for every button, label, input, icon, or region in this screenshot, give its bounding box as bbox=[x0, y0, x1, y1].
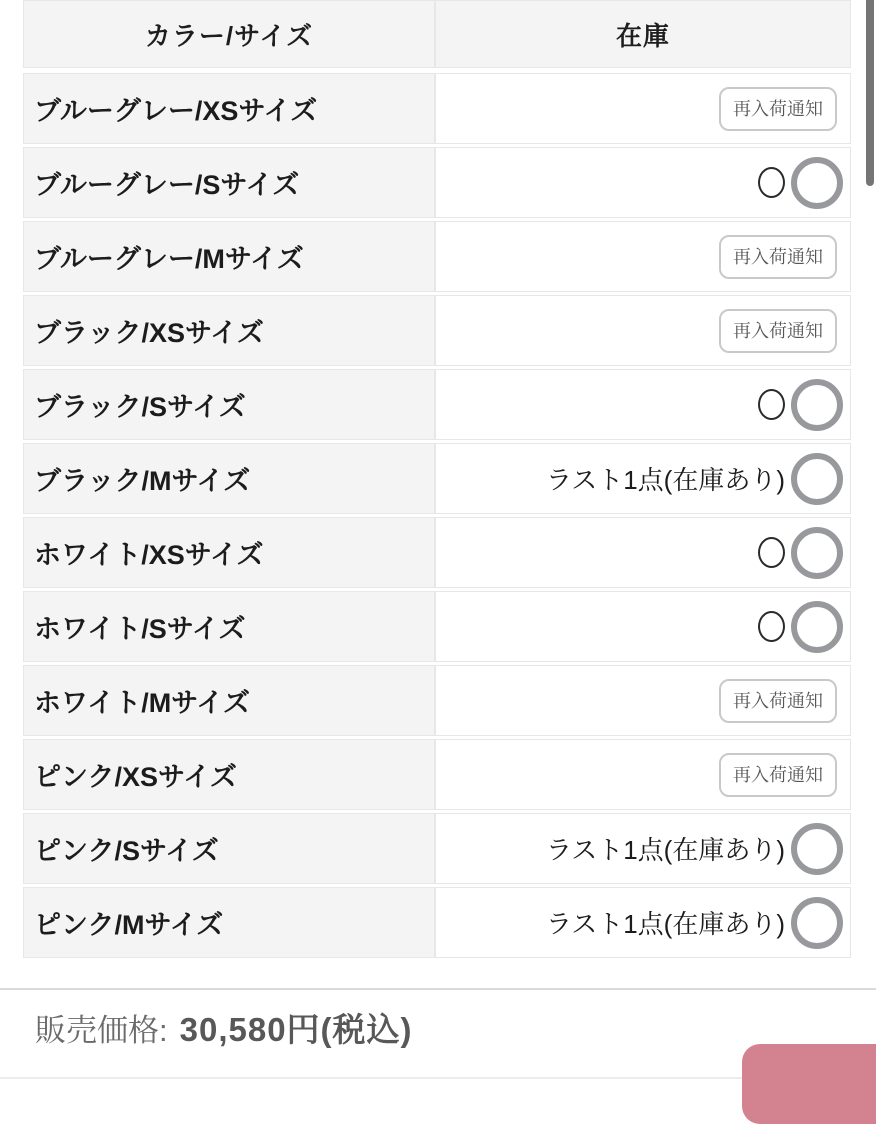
table-row bbox=[23, 887, 851, 958]
variant-select-radio[interactable] bbox=[791, 453, 843, 505]
stock-cell bbox=[435, 221, 851, 292]
variant-label: ブラック/XSサイズ bbox=[23, 295, 435, 366]
column-header-stock: 在庫 bbox=[435, 0, 851, 68]
table-row bbox=[23, 369, 851, 440]
variant-label: ブルーグレー/Mサイズ bbox=[23, 221, 435, 292]
scrollbar-thumb[interactable] bbox=[866, 0, 874, 186]
variant-label: ピンク/XSサイズ bbox=[23, 739, 435, 810]
restock-notify-button[interactable]: 再入荷通知 bbox=[719, 87, 837, 131]
variant-label: ホワイト/Mサイズ bbox=[23, 665, 435, 736]
variant-label: ピンク/Sサイズ bbox=[23, 813, 435, 884]
stock-cell bbox=[435, 887, 851, 958]
restock-notify-button[interactable]: 再入荷通知 bbox=[719, 235, 837, 279]
stock-cell bbox=[435, 73, 851, 144]
table-row bbox=[23, 517, 851, 588]
stock-status-text: ラスト1点(在庫あり) bbox=[546, 835, 785, 865]
variant-select-radio[interactable] bbox=[791, 379, 843, 431]
stock-cell bbox=[435, 147, 851, 218]
stock-cell bbox=[435, 443, 851, 514]
table-row bbox=[23, 591, 851, 662]
restock-notify-button[interactable]: 再入荷通知 bbox=[719, 679, 837, 723]
variant-label: ホワイト/Sサイズ bbox=[23, 591, 435, 662]
price-value: 30,580円(税込) bbox=[179, 1011, 413, 1048]
variant-label: ブルーグレー/XSサイズ bbox=[23, 73, 435, 144]
variant-label: ブルーグレー/Sサイズ bbox=[23, 147, 435, 218]
column-header-color-size: カラー/サイズ bbox=[23, 0, 435, 68]
variant-select-radio[interactable] bbox=[791, 527, 843, 579]
table-row bbox=[23, 665, 851, 736]
in-stock-circle-icon bbox=[758, 389, 785, 420]
variant-select-radio[interactable] bbox=[791, 823, 843, 875]
variant-label: ピンク/Mサイズ bbox=[23, 887, 435, 958]
stock-status-text: ラスト1点(在庫あり) bbox=[546, 909, 785, 939]
table-row bbox=[23, 295, 851, 366]
stock-cell bbox=[435, 813, 851, 884]
price-label: 販売価格: bbox=[35, 1013, 168, 1048]
stock-cell bbox=[435, 369, 851, 440]
table-row bbox=[23, 73, 851, 144]
table-row bbox=[23, 443, 851, 514]
table-row bbox=[23, 147, 851, 218]
cta-button-partial[interactable] bbox=[742, 1044, 876, 1124]
variant-select-radio[interactable] bbox=[791, 897, 843, 949]
in-stock-circle-icon bbox=[758, 537, 785, 568]
restock-notify-button[interactable]: 再入荷通知 bbox=[719, 753, 837, 797]
variant-table bbox=[23, 0, 851, 961]
table-row bbox=[23, 221, 851, 292]
table-row bbox=[23, 739, 851, 810]
in-stock-circle-icon bbox=[758, 167, 785, 198]
variant-label: ブラック/Mサイズ bbox=[23, 443, 435, 514]
variant-select-radio[interactable] bbox=[791, 601, 843, 653]
stock-cell bbox=[435, 295, 851, 366]
stock-cell bbox=[435, 665, 851, 736]
restock-notify-button[interactable]: 再入荷通知 bbox=[719, 309, 837, 353]
in-stock-circle-icon bbox=[758, 611, 785, 642]
variant-label: ホワイト/XSサイズ bbox=[23, 517, 435, 588]
table-row bbox=[23, 813, 851, 884]
stock-cell bbox=[435, 517, 851, 588]
table-body bbox=[23, 73, 851, 958]
table-header-row bbox=[23, 0, 851, 68]
section-divider bbox=[0, 988, 876, 990]
stock-cell bbox=[435, 739, 851, 810]
price-bar bbox=[35, 1004, 413, 1051]
variant-select-radio[interactable] bbox=[791, 157, 843, 209]
variant-label: ブラック/Sサイズ bbox=[23, 369, 435, 440]
stock-cell bbox=[435, 591, 851, 662]
stock-status-text: ラスト1点(在庫あり) bbox=[546, 465, 785, 495]
